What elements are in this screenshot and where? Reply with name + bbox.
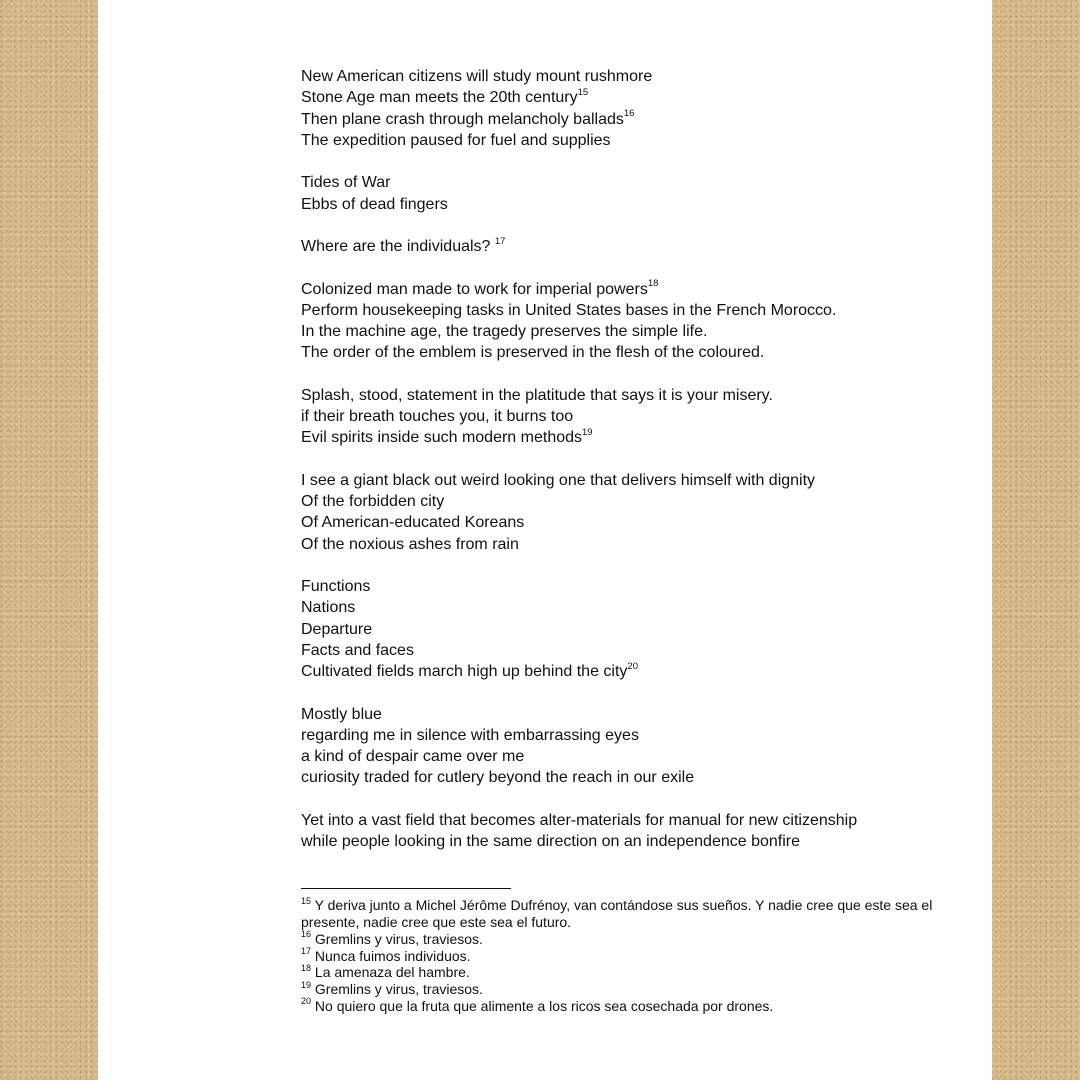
footnote-reference[interactable]: 17 xyxy=(494,235,506,247)
poem-line xyxy=(301,300,991,321)
poem-line-text: while people looking in the same direction on an independence bonfire xyxy=(301,833,801,850)
poem-line xyxy=(301,810,991,831)
footnote xyxy=(301,897,971,931)
poem-line xyxy=(301,342,991,363)
poem-line-text: Of the forbidden city xyxy=(301,493,445,510)
stanza xyxy=(301,470,991,555)
footnote-reference[interactable]: 19 xyxy=(582,426,593,438)
poem-line xyxy=(301,236,991,257)
poem-line-text: Nations xyxy=(301,599,356,617)
poem-line-text: Where are the individuals? xyxy=(301,238,495,255)
footnote-number: 17 xyxy=(301,945,312,956)
footnote-text: La amenaza del hambre. xyxy=(311,964,470,981)
poem-line xyxy=(301,109,991,130)
poem-line xyxy=(301,512,991,533)
page-content xyxy=(301,66,991,1015)
footnote xyxy=(301,945,971,965)
footnote-number: 18 xyxy=(301,962,312,973)
stanza xyxy=(301,810,991,853)
poem-line-text: Evil spirits inside such modern methods xyxy=(301,429,583,447)
footnote-number: 19 xyxy=(301,979,312,990)
poem-line xyxy=(301,534,991,555)
poem-line-text: In the machine age, the tragedy preserves the simple life. xyxy=(301,323,708,340)
footnote-number: 20 xyxy=(301,996,312,1007)
stanza xyxy=(301,236,991,257)
poem-line-text: Tides of War xyxy=(301,174,391,192)
poem-line xyxy=(301,491,991,512)
stanza xyxy=(301,704,991,789)
poem-line-text: The expedition paused for fuel and supplies xyxy=(301,131,611,149)
poem-body xyxy=(301,66,991,852)
poem-line xyxy=(301,704,991,725)
poem-line-text: The order of the emblem is preserved in the flesh of the coloured. xyxy=(301,344,765,362)
poem-line-text: regarding me in silence with embarrassing eyes xyxy=(301,726,639,744)
poem-line xyxy=(301,831,991,852)
footnote-reference[interactable]: 16 xyxy=(623,108,635,120)
footnote-number: 15 xyxy=(301,895,312,906)
poem-line-text: Splash, stood, statement in the platitude that says it is your misery. xyxy=(301,386,773,404)
poem-line xyxy=(301,597,991,618)
poem-line-text: Of the noxious ashes from rain xyxy=(301,535,519,553)
stanza xyxy=(301,385,991,449)
footnote-reference[interactable]: 20 xyxy=(627,660,638,672)
poem-line xyxy=(301,194,991,215)
poem-line xyxy=(301,385,991,406)
poem-line xyxy=(301,767,991,788)
footnote xyxy=(301,964,971,981)
poem-line xyxy=(301,619,991,640)
poem-line-text: a kind of despair came over me xyxy=(301,748,525,765)
stanza xyxy=(301,172,991,215)
poem-line xyxy=(301,321,991,342)
poem-line xyxy=(301,172,991,193)
footnotes-section xyxy=(301,897,971,1015)
footnote-text: No quiero que la fruta que alimente a los ricos sea cosechada por drones. xyxy=(311,998,774,1015)
poem-line-text: Facts and faces xyxy=(301,641,414,659)
poem-line-text: Colonized man made to work for imperial powers xyxy=(301,280,648,298)
poem-line xyxy=(301,130,991,151)
poem-line xyxy=(301,576,991,597)
footnote-number: 16 xyxy=(301,929,312,940)
poem-line-text: Yet into a vast field that becomes alter-materials for manual for new citizenship xyxy=(301,811,858,829)
stanza xyxy=(301,279,991,364)
footnote-text: Gremlins y virus, traviesos. xyxy=(311,981,483,998)
poem-line xyxy=(301,279,991,300)
poem-line xyxy=(301,746,991,767)
stanza xyxy=(301,66,991,151)
poem-line-text: Stone Age man meets the 20th century xyxy=(301,89,578,107)
document-page xyxy=(98,0,992,1080)
poem-line-text: curiosity traded for cutlery beyond the reach in our exile xyxy=(301,769,695,787)
poem-line-text: Cultivated fields march high up behind the city xyxy=(301,663,628,680)
footnote-reference[interactable]: 15 xyxy=(577,86,589,98)
poem-line xyxy=(301,470,991,491)
poem-line xyxy=(301,640,991,661)
poem-line xyxy=(301,406,991,427)
footnote-text: Gremlins y virus, traviesos. xyxy=(311,930,483,947)
footnote-separator xyxy=(301,888,511,889)
footnote xyxy=(301,998,971,1015)
footnote-reference[interactable]: 18 xyxy=(647,278,659,290)
poem-line-text: I see a giant black out weird looking one that delivers himself with dignity xyxy=(301,471,816,489)
footnote xyxy=(301,981,971,998)
poem-line xyxy=(301,87,991,108)
footnote-text: Nunca fuimos individuos. xyxy=(311,947,471,964)
footnote xyxy=(301,931,971,948)
poem-line xyxy=(301,661,991,682)
poem-line-text: Functions xyxy=(301,578,371,595)
poem-line xyxy=(301,725,991,746)
poem-line xyxy=(301,66,991,87)
poem-line-text: Of American-educated Koreans xyxy=(301,514,525,532)
poem-line-text: Mostly blue xyxy=(301,705,382,723)
stanza xyxy=(301,576,991,682)
poem-line-text: Departure xyxy=(301,620,373,638)
poem-line-text: Then plane crash through melancholy ballads xyxy=(301,110,624,128)
poem-line-text: Perform housekeeping tasks in United States bases in the French Morocco. xyxy=(301,301,837,319)
poem-line-text: if their breath touches you, it burns too xyxy=(301,408,574,425)
poem-line-text: Ebbs of dead fingers xyxy=(301,195,448,213)
poem-line-text: New American citizens will study mount rushmore xyxy=(301,68,653,85)
footnote-text: Y deriva junto a Michel Jérôme Dufrénoy, van contándose sus sueños. Y nadie cree que este sea el presente, nadie cree que este sea el futuro. xyxy=(301,897,933,931)
poem-line xyxy=(301,427,991,448)
